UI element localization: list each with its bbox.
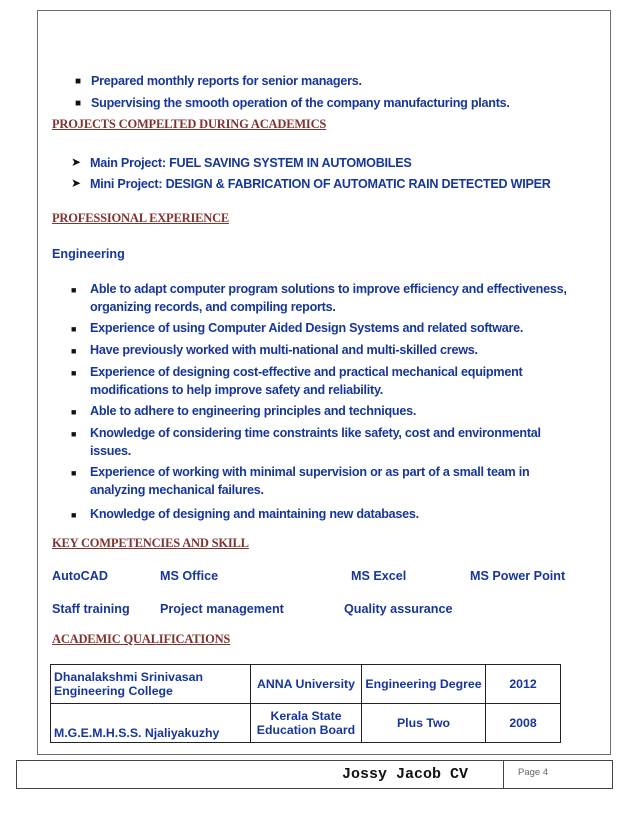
- skill-ms-office: MS Office: [160, 569, 219, 583]
- square-bullet-icon: ■: [75, 76, 82, 87]
- institution-cell: [51, 665, 251, 704]
- experience-subheading: Engineering: [52, 247, 125, 261]
- experience-item-6-line-1: Knowledge of considering time constraints like safety, cost and environmental: [90, 426, 541, 440]
- bullet-icon: ■: [71, 346, 77, 356]
- arrow-bullet-icon: ➤: [71, 155, 82, 169]
- arrow-bullet-icon: ➤: [71, 176, 82, 190]
- experience-item-8: Knowledge of designing and maintaining new databases.: [90, 507, 419, 521]
- square-bullet-icon: ■: [75, 98, 82, 109]
- projects-heading: PROJECTS COMPELTED DURING ACADEMICS: [52, 117, 327, 131]
- institution-line: Dhanalakshmi Srinivasan: [54, 670, 203, 684]
- footer-page-number: Page 4: [518, 767, 549, 778]
- year-cell: 2012: [486, 665, 561, 704]
- board-line: Kerala State: [270, 709, 342, 723]
- top-bullet-1: Prepared monthly reports for senior managers.: [91, 74, 362, 88]
- experience-item-5: Able to adhere to engineering principles and techniques.: [90, 404, 417, 418]
- institution-cell: M.G.E.M.H.S.S. Njaliyakuzhy: [51, 704, 251, 743]
- mini-project: Mini Project: DESIGN & FABRICATION OF AUTOMATIC RAIN DETECTED WIPER: [90, 177, 551, 191]
- experience-item-2: Experience of using Computer Aided Design Systems and related software.: [90, 321, 524, 335]
- qualification-cell: Plus Two: [362, 704, 486, 743]
- academic-heading: ACADEMIC QUALIFICATIONS: [52, 632, 231, 646]
- board-cell: [251, 704, 362, 743]
- main-project: Main Project: FUEL SAVING SYSTEM IN AUTOMOBILES: [90, 156, 412, 170]
- skill-ms-excel: MS Excel: [351, 569, 407, 583]
- skill-ms-power-point: MS Power Point: [470, 569, 566, 583]
- bullet-icon: ■: [71, 407, 77, 417]
- skill-autocad: AutoCAD: [52, 569, 108, 583]
- table-row: [51, 704, 561, 743]
- qualification-cell: Engineering Degree: [362, 665, 486, 704]
- experience-item-4-line-2: modifications to help improve safety and reliability.: [90, 383, 384, 397]
- top-bullet-2: Supervising the smooth operation of the company manufacturing plants.: [91, 96, 510, 110]
- experience-heading: PROFESSIONAL EXPERIENCE: [52, 211, 230, 225]
- competencies-heading: KEY COMPETENCIES AND SKILL: [52, 536, 249, 550]
- experience-item-4-line-1: Experience of designing cost-effective and practical mechanical equipment: [90, 365, 523, 379]
- experience-item-7-line-1: Experience of working with minimal supervision or as part of a small team in: [90, 465, 530, 479]
- bullet-icon: ■: [71, 368, 77, 378]
- table-row: [51, 665, 561, 704]
- board-cell: ANNA University: [251, 665, 362, 704]
- bullet-icon: ■: [71, 285, 77, 295]
- experience-item-1-line-1: Able to adapt computer program solutions to improve efficiency and effectiveness,: [90, 282, 567, 296]
- experience-item-7-line-2: analyzing mechanical failures.: [90, 483, 264, 497]
- board-line: Education Board: [256, 723, 356, 737]
- bullet-icon: ■: [71, 429, 77, 439]
- footer-cv-title: Jossy Jacob CV: [342, 766, 469, 783]
- skill-project-management: Project management: [160, 602, 284, 616]
- skill-quality-assurance: Quality assurance: [344, 602, 453, 616]
- bullet-icon: ■: [71, 468, 77, 478]
- skill-staff-training: Staff training: [52, 602, 130, 616]
- institution-line: Engineering College: [54, 684, 173, 698]
- experience-item-3: Have previously worked with multi-national and multi-skilled crews.: [90, 343, 478, 357]
- year-cell: 2008: [486, 704, 561, 743]
- bullet-icon: ■: [71, 510, 77, 520]
- experience-item-6-line-2: issues.: [90, 444, 131, 458]
- academic-table: [50, 664, 561, 743]
- experience-item-1-line-2: organizing records, and compiling reports.: [90, 300, 336, 314]
- footer-divider: [503, 760, 504, 789]
- bullet-icon: ■: [71, 324, 77, 334]
